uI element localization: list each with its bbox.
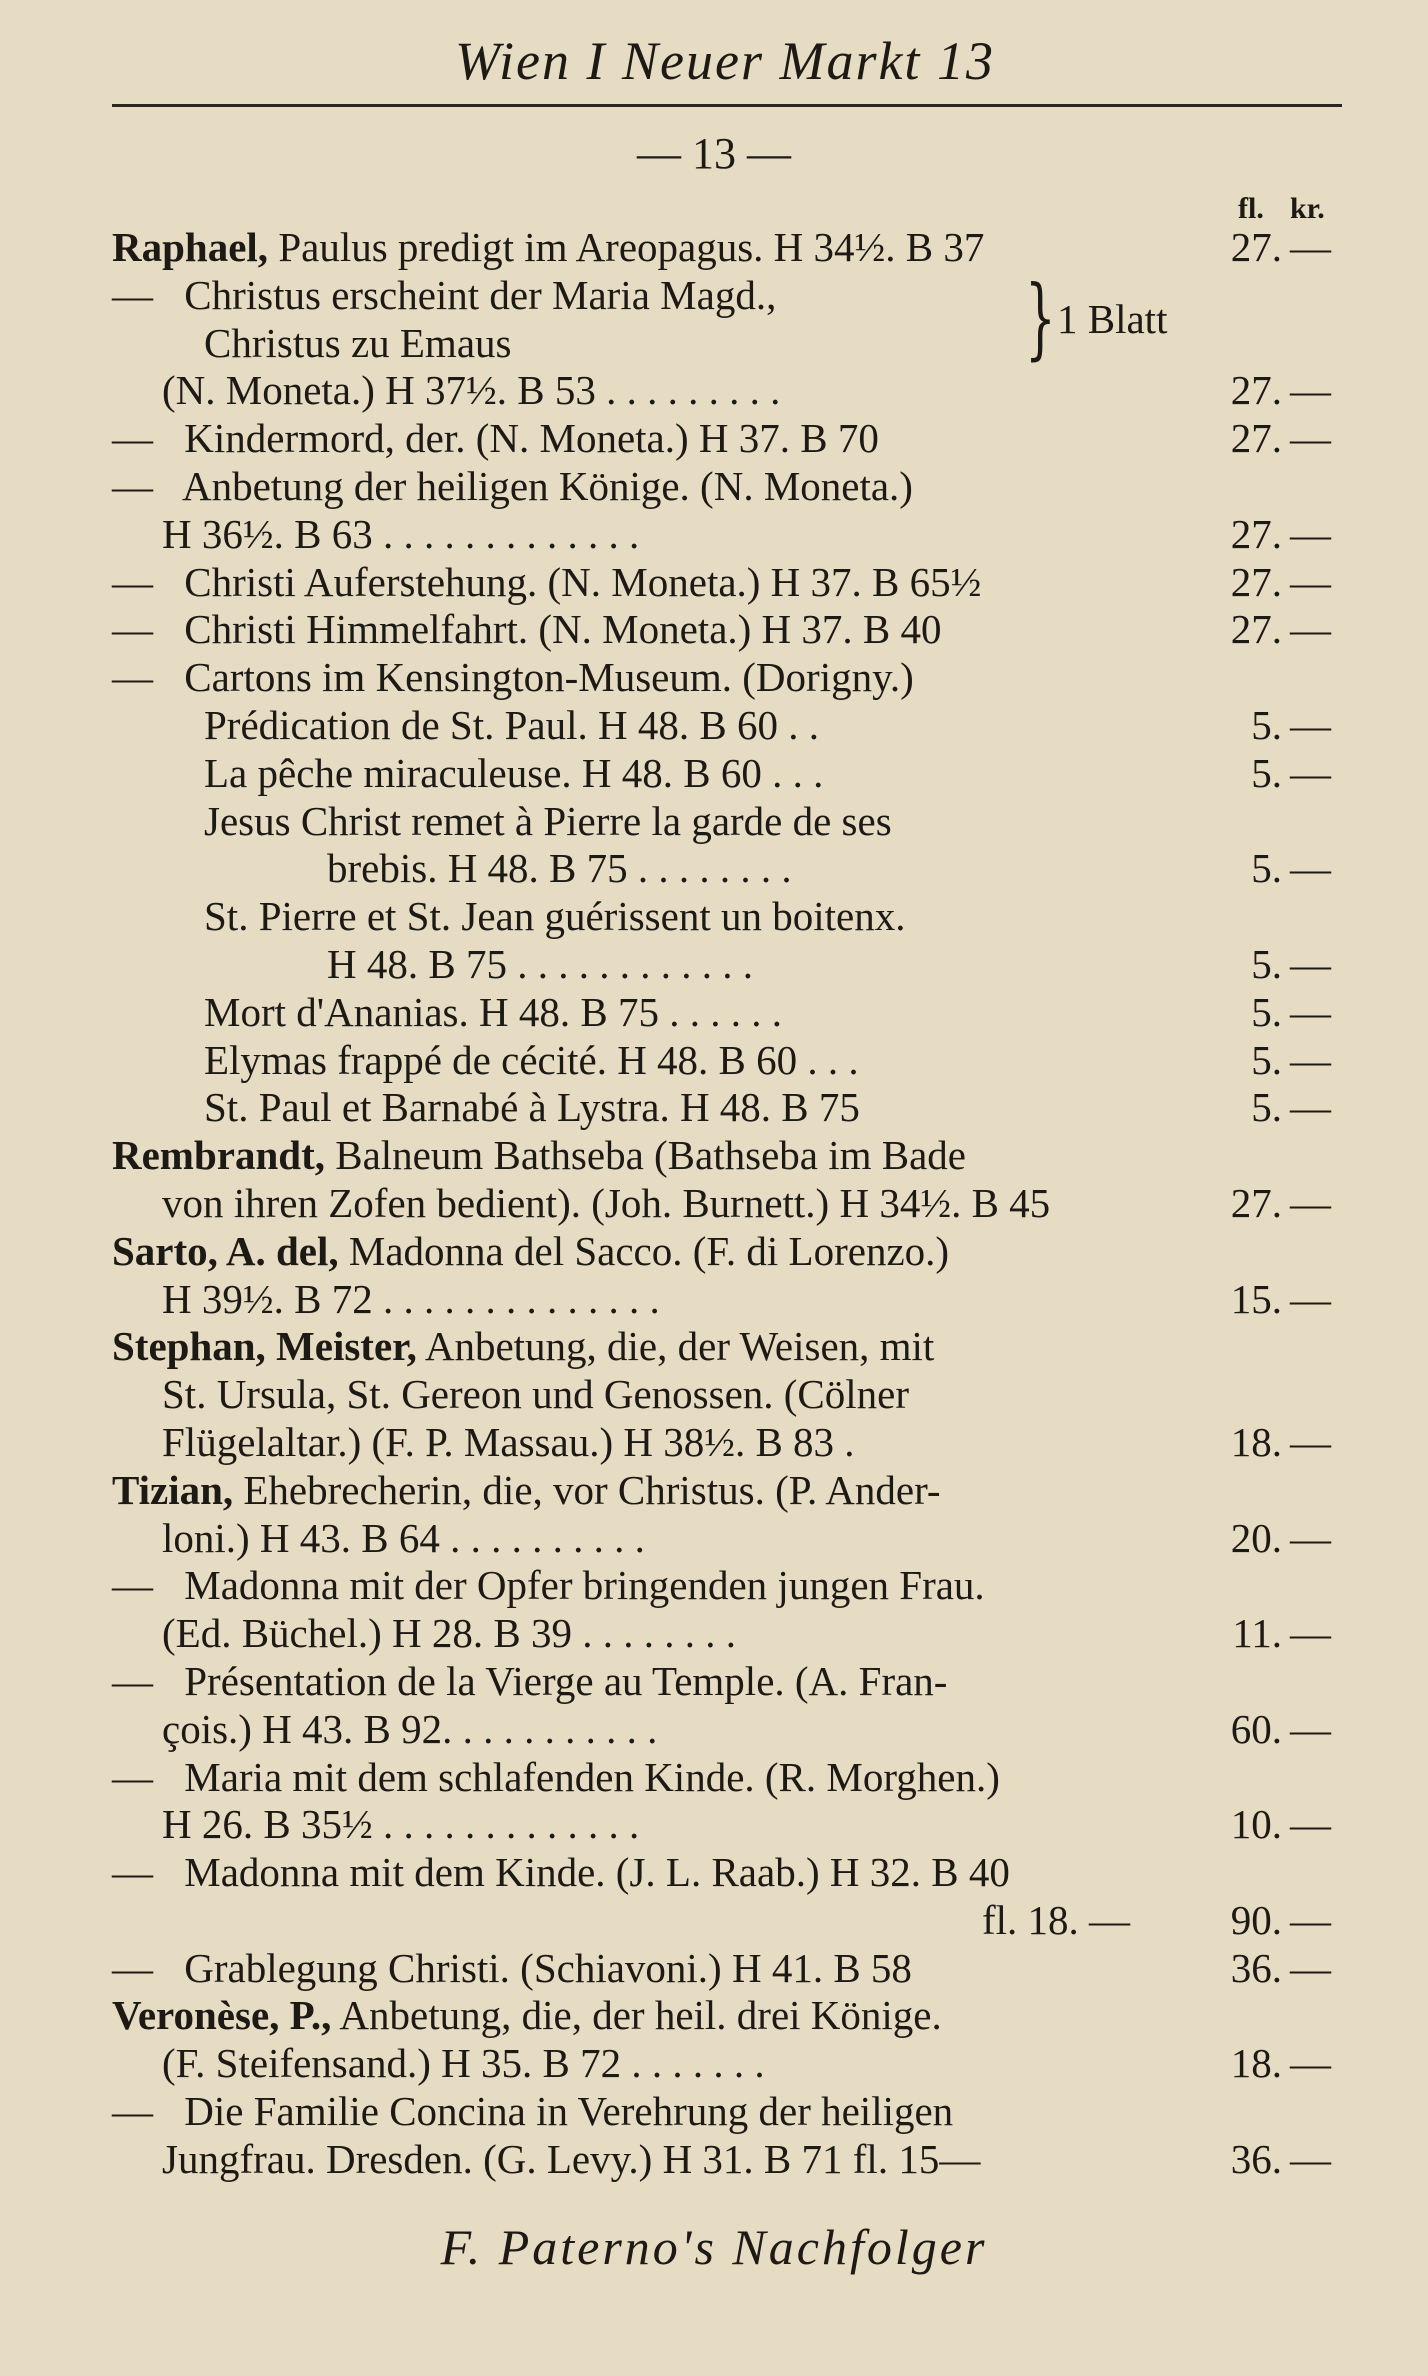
entry-text: Anbetung, die, der Weisen, mit (416, 1323, 935, 1370)
catalog-line (112, 1754, 1347, 1802)
brace-mark: } (1025, 265, 1056, 369)
line-text (162, 1610, 736, 1658)
artist-name: Stephan, Meister, (112, 1323, 417, 1370)
price-kr: — (1290, 1275, 1331, 1322)
catalog-line (112, 2088, 1347, 2136)
entry-text: Anbetung der heiligen Könige. (N. Moneta.) (174, 462, 913, 509)
price-fl: 5. (1251, 701, 1282, 748)
catalog-line (112, 1658, 1347, 1706)
price-fl: 36. (1230, 2135, 1282, 2182)
entry-text: Prédication de St. Paul. H 48. B 60 . . (204, 701, 819, 748)
catalog-line (112, 1276, 1347, 1324)
entry-text: çois.) H 43. B 92. . . . . . . . . . . (162, 1705, 658, 1752)
line-text (204, 702, 819, 750)
ditto-dash: — (112, 1944, 153, 1991)
catalog-line (112, 1992, 1347, 2040)
ditto-dash: — (112, 1849, 153, 1896)
price-fl: 27. (1230, 415, 1282, 462)
entry-text: fl. 18. — (982, 1896, 1131, 1943)
price-fl: 10. (1230, 1801, 1282, 1848)
line-text (112, 654, 914, 702)
ditto-dash: — (112, 1657, 153, 1704)
price-fl: 5. (1251, 749, 1282, 796)
entry-text: Christi Auferstehung. (N. Moneta.) H 37. B 65½ (174, 558, 982, 605)
line-text (112, 1228, 949, 1276)
entry-text: Christi Himmelfahrt. (N. Moneta.) H 37. B 40 (174, 606, 942, 653)
price-kr: — (1290, 1705, 1331, 1752)
line-text (112, 272, 776, 320)
entry-text: H 26. B 35½ . . . . . . . . . . . . . (162, 1801, 640, 1848)
entry-text: Jungfrau. Dresden. (G. Levy.) H 31. B 71 fl. 15— (162, 2135, 981, 2182)
price-kr: — (1290, 415, 1331, 462)
catalog-line (112, 1610, 1347, 1658)
page-header: Wien I Neuer Markt 13 (455, 31, 995, 91)
line-text (112, 559, 981, 607)
line-text (112, 2088, 953, 2136)
artist-name: Tizian, (112, 1466, 234, 1513)
catalog-line (112, 1180, 1347, 1228)
price-kr: — (1290, 367, 1331, 414)
ditto-dash: — (112, 462, 153, 509)
line-text (982, 1897, 1130, 1945)
price-fl: 5. (1251, 988, 1282, 1035)
price-fl: 27. (1230, 606, 1282, 653)
catalog-line (112, 654, 1347, 702)
catalog-line (112, 702, 1347, 750)
price-kr: — (1290, 1610, 1331, 1657)
header-rule (112, 104, 1342, 107)
entry-text: brebis. H 48. B 75 . . . . . . . . (327, 845, 792, 892)
entry-text: St. Pierre et St. Jean guérissent un boitenx. (204, 893, 906, 940)
entry-text: Paulus predigt im Areopagus. H 34½. B 37 (268, 224, 985, 270)
price-kr: — (1290, 2040, 1331, 2087)
entry-text: (Ed. Büchel.) H 28. B 39 . . . . . . . . (162, 1610, 736, 1657)
line-text (162, 2136, 980, 2184)
catalog-line (112, 750, 1347, 798)
price-fl: 27. (1230, 558, 1282, 605)
catalog-line (112, 415, 1347, 463)
line-text (162, 1371, 909, 1419)
entry-text: Christus zu Emaus (204, 319, 512, 366)
price-kr: — (1290, 1418, 1331, 1465)
price-fl: 20. (1230, 1514, 1282, 1561)
line-text (112, 1323, 934, 1371)
price-fl: 5. (1251, 1084, 1282, 1131)
entry-text: H 36½. B 63 . . . . . . . . . . . . . (162, 510, 640, 557)
ditto-dash: — (112, 654, 153, 701)
price-fl: 27. (1230, 1179, 1282, 1226)
entry-text: Jesus Christ remet à Pierre la garde de ses (204, 797, 892, 844)
artist-name: Veronèse, P., (112, 1992, 332, 2039)
catalog-line (112, 2040, 1347, 2088)
line-text (204, 798, 892, 846)
price-fl: 36. (1230, 1944, 1282, 1991)
catalog-line (112, 1849, 1347, 1897)
entry-text: (F. Steifensand.) H 35. B 72 . . . . . . . (162, 2040, 765, 2087)
entry-text: Maria mit dem schlafenden Kinde. (R. Morghen.) (174, 1753, 1000, 1800)
line-text (327, 845, 792, 893)
entry-text: Cartons im Kensington-Museum. (Dorigny.) (174, 654, 914, 701)
entry-text: H 39½. B 72 . . . . . . . . . . . . . . (162, 1275, 660, 1322)
catalog-line (112, 1228, 1347, 1276)
price-kr: — (1290, 845, 1331, 892)
ditto-dash: — (112, 558, 153, 605)
line-text (112, 224, 984, 272)
line-text (204, 1037, 859, 1085)
line-text (162, 1180, 1050, 1228)
catalog-line (112, 1706, 1347, 1754)
catalog-line (112, 463, 1347, 511)
line-text (112, 415, 879, 463)
page-footer: F. Paterno's Nachfolger (440, 2219, 988, 2275)
line-text (204, 750, 823, 798)
price-fl: 90. (1230, 1896, 1282, 1943)
entry-text: (N. Moneta.) H 37½. B 53 . . . . . . . . . (162, 367, 781, 414)
artist-name: Sarto, A. del, (112, 1227, 339, 1274)
price-fl: 5. (1251, 940, 1282, 987)
catalog-line (112, 367, 1347, 415)
catalog-line (112, 1132, 1347, 1180)
column-header-kr: kr. (1290, 192, 1325, 225)
entry-text: Christus erscheint der Maria Magd., (174, 271, 777, 318)
price-fl: 27. (1230, 510, 1282, 557)
ditto-dash: — (112, 415, 153, 462)
price-kr: — (1290, 1084, 1331, 1131)
line-text (112, 1562, 985, 1610)
price-fl: 11. (1232, 1610, 1282, 1657)
entry-text: loni.) H 43. B 64 . . . . . . . . . . (162, 1514, 645, 1561)
catalog-line (112, 941, 1347, 989)
entry-text: Madonna del Sacco. (F. di Lorenzo.) (338, 1227, 950, 1274)
catalog-line (112, 559, 1347, 607)
price-kr: — (1290, 701, 1331, 748)
ditto-dash: — (112, 1753, 153, 1800)
entry-text: Anbetung, die, der heil. drei Könige. (331, 1992, 942, 2039)
line-text (204, 320, 511, 368)
ditto-dash: — (112, 271, 153, 318)
price-list (112, 224, 1347, 2184)
line-text (112, 1849, 1010, 1897)
entry-text: Elymas frappé de cécité. H 48. B 60 . . . (204, 1036, 859, 1083)
artist-name: Raphael, (112, 224, 269, 270)
price-fl: 15. (1230, 1275, 1282, 1322)
entry-text: St. Paul et Barnabé à Lystra. H 48. B 75 (204, 1084, 860, 1131)
catalog-line (112, 1897, 1347, 1945)
line-text (327, 941, 753, 989)
line-text (162, 367, 780, 415)
catalog-line (112, 1562, 1347, 1610)
catalog-line (112, 1419, 1347, 1467)
catalog-line (112, 511, 1347, 559)
price-kr: — (1290, 1514, 1331, 1561)
price-fl: 27. (1230, 367, 1282, 414)
entry-text: Flügelaltar.) (F. P. Massau.) H 38½. B 83 . (162, 1418, 855, 1465)
line-text (204, 1084, 860, 1132)
price-kr: — (1290, 1896, 1331, 1943)
line-text (162, 1276, 660, 1324)
catalog-line (112, 798, 1347, 846)
price-fl: 18. (1230, 1418, 1282, 1465)
entry-text: Kindermord, der. (N. Moneta.) H 37. B 70 (174, 415, 879, 462)
line-text (162, 1706, 657, 1754)
entry-text: Balneum Bathseba (Bathseba im Bade (324, 1132, 966, 1179)
price-kr: — (1290, 1179, 1331, 1226)
catalog-line (112, 1801, 1347, 1849)
price-fl: 60. (1230, 1705, 1282, 1752)
catalog-line (112, 606, 1347, 654)
price-fl: 5. (1251, 845, 1282, 892)
line-text (112, 1132, 966, 1180)
catalog-line (112, 1515, 1347, 1563)
ditto-dash: — (112, 1562, 153, 1609)
line-text (112, 1467, 941, 1515)
catalog-line (112, 893, 1347, 941)
entry-text: Madonna mit dem Kinde. (J. L. Raab.) H 32. B 40 (174, 1849, 1010, 1896)
line-text (112, 1992, 942, 2040)
ditto-dash: — (112, 2088, 153, 2135)
catalog-line (112, 1037, 1347, 1085)
catalog-line (112, 224, 1347, 272)
catalog-line (112, 989, 1347, 1037)
line-text (162, 1801, 639, 1849)
catalog-line (112, 845, 1347, 893)
catalog-line (112, 1084, 1347, 1132)
line-text (162, 1515, 645, 1563)
entry-text: Grablegung Christi. (Schiavoni.) H 41. B 58 (174, 1944, 912, 1991)
price-kr: — (1290, 988, 1331, 1035)
price-kr: — (1290, 749, 1331, 796)
catalog-line (112, 1467, 1347, 1515)
entry-text: H 48. B 75 . . . . . . . . . . . . (327, 940, 753, 987)
column-header-fl: fl. (1238, 192, 1264, 225)
line-text (112, 1658, 947, 1706)
price-kr: — (1290, 1801, 1331, 1848)
line-text (162, 1419, 855, 1467)
entry-text: Ehebrecherin, die, vor Christus. (P. Ander- (233, 1466, 941, 1513)
price-kr: — (1290, 558, 1331, 605)
entry-text: Présentation de la Vierge au Temple. (A. Fran- (174, 1657, 948, 1704)
catalog-line (112, 1323, 1347, 1371)
entry-text: St. Ursula, St. Gereon und Genossen. (Cölner (162, 1371, 910, 1418)
catalog-line (112, 2136, 1347, 2184)
catalog-line (112, 1371, 1347, 1419)
line-text (112, 1945, 912, 1993)
price-kr: — (1290, 2135, 1331, 2182)
line-text (112, 606, 942, 654)
price-kr: — (1290, 606, 1331, 653)
price-kr: — (1290, 510, 1331, 557)
catalog-line (112, 1945, 1347, 1993)
line-text (112, 463, 913, 511)
artist-name: Rembrandt, (112, 1132, 325, 1179)
line-text (204, 989, 782, 1037)
catalog-line (112, 320, 1347, 368)
entry-text: von ihren Zofen bedient). (Joh. Burnett.) H 34½. B 45 (162, 1179, 1051, 1226)
price-kr: — (1290, 224, 1331, 270)
line-text (112, 1754, 1000, 1802)
price-fl: 27. (1230, 224, 1282, 270)
entry-text: Madonna mit der Opfer bringenden jungen Frau. (174, 1562, 985, 1609)
price-fl: 5. (1251, 1036, 1282, 1083)
entry-text: La pêche miraculeuse. H 48. B 60 . . . (204, 749, 824, 796)
line-text (162, 2040, 765, 2088)
price-kr: — (1290, 1036, 1331, 1083)
price-kr: — (1290, 1944, 1331, 1991)
entry-text: Mort d'Ananias. H 48. B 75 . . . . . . (204, 988, 782, 1035)
entry-text: Die Familie Concina in Verehrung der heiligen (174, 2088, 954, 2135)
brace-note: 1 Blatt (1057, 295, 1168, 342)
price-kr: — (1290, 940, 1331, 987)
price-fl: 18. (1230, 2040, 1282, 2087)
line-text (162, 511, 639, 559)
line-text (204, 893, 905, 941)
ditto-dash: — (112, 606, 153, 653)
page-number: — 13 — (637, 129, 791, 178)
